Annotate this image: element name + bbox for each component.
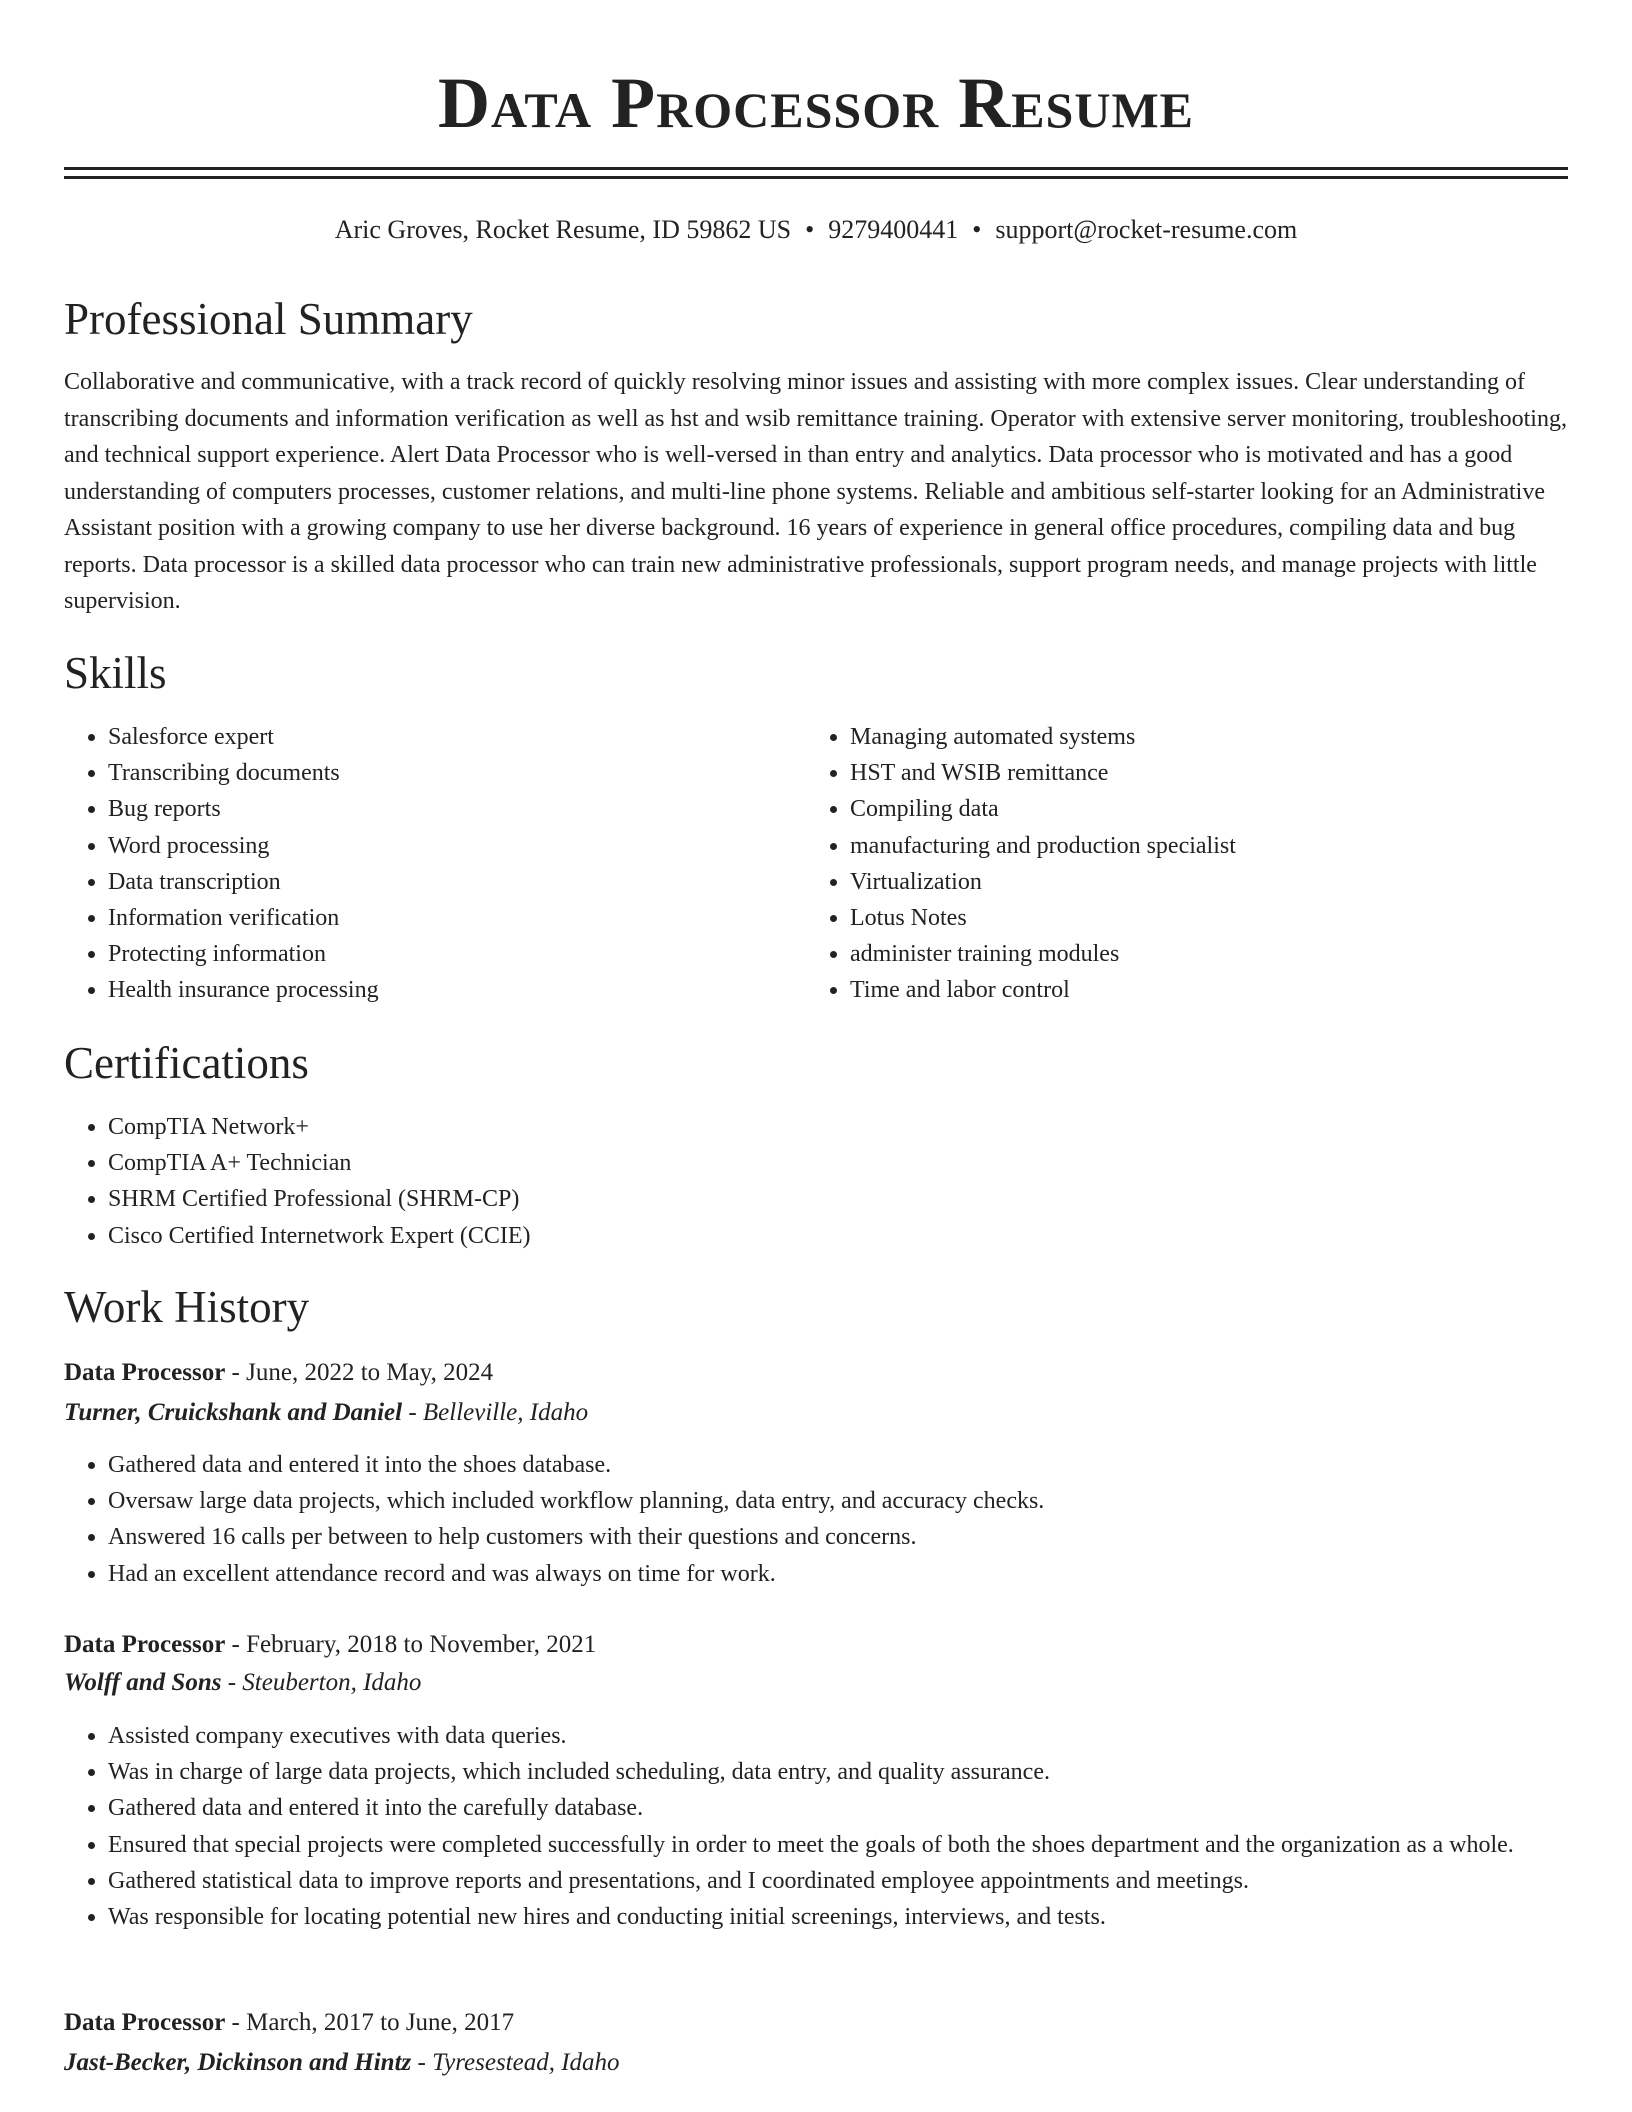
list-item: • Gathered data and entered it into the shoes database.	[108, 1447, 1568, 1483]
skills-list-right	[806, 719, 1570, 1009]
summary-heading: Professional Summary	[64, 294, 473, 344]
summary-text: Collaborative and communicative, with a track record of quickly resolving minor issues and assisting with more complex issues. Clear understanding of transcribing documents and information verification as well as hst and wsib remittance training. Operator with extensive server monitoring, troubleshooting, and technical support experience. Alert Data Processor who is well-versed in than entry and analytics. Data processor who is motivated and has a good understanding of computers processes, customer relations, and multi-line phone systems. Reliable and ambitious self-starter looking for an Administrative Assistant position with a growing company to use her diverse background. 16 years of experience in general office procedures, compiling data and bug reports. Data processor is a skilled data processor who can train new administrative professionals, support program needs, and manage projects with little supervision.	[64, 369, 1567, 614]
resume-title: Data Processor Resume	[438, 63, 1194, 143]
job-role: Data Processor	[64, 2009, 226, 2036]
job-company-line	[64, 1395, 588, 1431]
job-dates: - June, 2022 to May, 2024	[225, 1359, 494, 1386]
list-item: • Assisted company executives with data queries.	[108, 1718, 1568, 1754]
list-item: • Gathered data and entered it into the carefully database.	[108, 1790, 1568, 1826]
job-bullets	[64, 1718, 1568, 1935]
list-item: • CompTIA A+ Technician	[108, 1145, 1508, 1181]
title-divider-thin	[64, 176, 1568, 179]
job-company-line	[64, 2045, 620, 2081]
list-item: • Lotus Notes	[850, 900, 1570, 936]
contact-line	[64, 212, 1568, 248]
list-item: • Bug reports	[108, 791, 808, 827]
job-company: Wolff and Sons	[64, 1669, 222, 1696]
list-item: • Salesforce expert	[108, 719, 808, 755]
list-item: • Gathered statistical data to improve reports and presentations, and I coordinated employee appointments and meetings.	[108, 1863, 1568, 1899]
list-item: • HST and WSIB remittance	[850, 755, 1570, 791]
list-item: • Answered 16 calls per between to help customers with their questions and concerns.	[108, 1519, 1568, 1555]
contact-address: Aric Groves, Rocket Resume, ID 59862 US	[334, 215, 792, 244]
certifications-list	[64, 1109, 1508, 1254]
contact-separator: •	[972, 215, 982, 244]
list-item: • SHRM Certified Professional (SHRM-CP)	[108, 1181, 1508, 1217]
contact-separator: •	[805, 215, 815, 244]
list-item: • manufacturing and production specialist	[850, 828, 1570, 864]
job-company: Turner, Cruickshank and Daniel	[64, 1399, 403, 1426]
job-role: Data Processor	[64, 1631, 226, 1658]
list-item: • Had an excellent attendance record and was always on time for work.	[108, 1556, 1568, 1592]
job-bullets	[64, 1447, 1568, 1592]
job-role: Data Processor	[64, 1359, 226, 1386]
job-title-line	[64, 1355, 493, 1391]
list-item: • Compiling data	[850, 791, 1570, 827]
list-item: • Word processing	[108, 828, 808, 864]
contact-phone: 9279400441	[828, 215, 959, 244]
title-divider-thick	[64, 167, 1568, 170]
job-location: - Tyresestead, Idaho	[411, 2049, 620, 2076]
job-dates: - March, 2017 to June, 2017	[225, 2009, 515, 2036]
list-item: • Ensured that special projects were completed successfully in order to meet the goals of both the shoes department and the organization as a whole.	[108, 1827, 1568, 1863]
skills-heading: Skills	[64, 648, 167, 698]
list-item: • Was responsible for locating potential new hires and conducting initial screenings, interviews, and tests.	[108, 1899, 1568, 1935]
list-item: • Health insurance processing	[108, 972, 808, 1008]
job-title-line	[64, 1627, 596, 1663]
list-item: • Virtualization	[850, 864, 1570, 900]
job-company-line	[64, 1665, 421, 1701]
list-item: • Protecting information	[108, 936, 808, 972]
list-item: • Information verification	[108, 900, 808, 936]
skills-list-left	[64, 719, 808, 1009]
list-item: • Was in charge of large data projects, which included scheduling, data entry, and quality assurance.	[108, 1754, 1568, 1790]
list-item: • Time and labor control	[850, 972, 1570, 1008]
contact-email: support@rocket-resume.com	[995, 215, 1298, 244]
list-item: • Oversaw large data projects, which included workflow planning, data entry, and accuracy checks.	[108, 1483, 1568, 1519]
list-item: • Managing automated systems	[850, 719, 1570, 755]
work-history-heading: Work History	[64, 1282, 310, 1332]
list-item: • Data transcription	[108, 864, 808, 900]
list-item: • Transcribing documents	[108, 755, 808, 791]
job-company: Jast-Becker, Dickinson and Hintz	[64, 2049, 412, 2076]
job-location: - Belleville, Idaho	[402, 1399, 589, 1426]
job-location: - Steuberton, Idaho	[221, 1669, 422, 1696]
job-dates: - February, 2018 to November, 2021	[225, 1631, 597, 1658]
list-item: • administer training modules	[850, 936, 1570, 972]
list-item: • CompTIA Network+	[108, 1109, 1508, 1145]
list-item: • Cisco Certified Internetwork Expert (CCIE)	[108, 1218, 1508, 1254]
job-title-line	[64, 2005, 514, 2041]
certifications-heading: Certifications	[64, 1038, 309, 1088]
